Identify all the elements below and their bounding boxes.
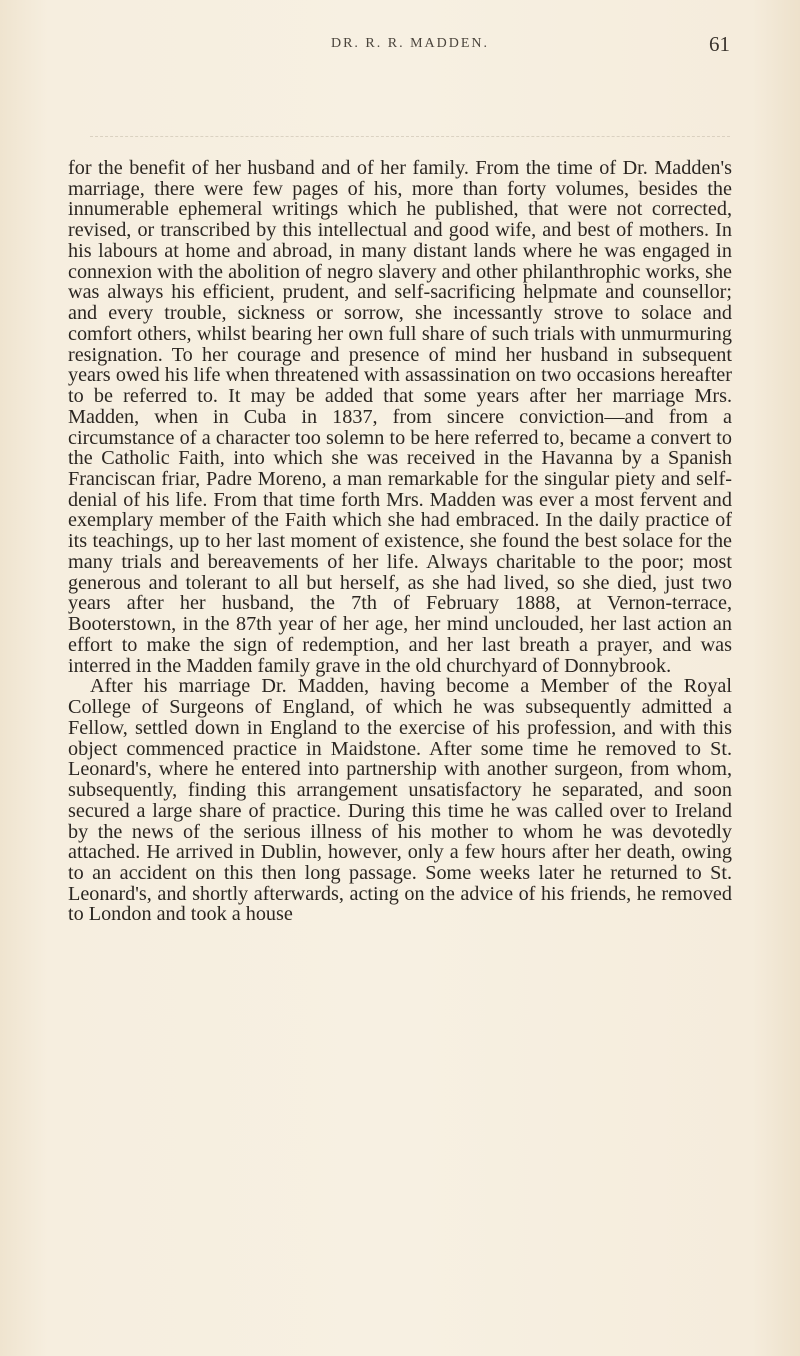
header-rule [90,136,730,137]
body-text [68,158,732,925]
paragraph-2: After his marriage Dr. Madden, having become a Member of the Royal College of Surgeons of England, of which he was subsequently admitted a Fellow, settled down in England to the exercise of his profession, and with this object commenced practice in Maidstone. After some time he removed to St. Leonard's, where he entered into partnership with another surgeon, from whom, subsequently, finding this arrangement unsatisfactory he separated, and soon secured a large share of practice. During this time he was called over to Ireland by the news of the serious illness of his mother to whom he was devotedly attached. He arrived in Dublin, however, only a few hours after her death, owing to an accident on this then long passage. Some weeks later he returned to St. Leonard's, and shortly afterwards, acting on the advice of his friends, he removed to London and took a house [68,675,732,926]
running-head: DR. R. R. MADDEN. [330,36,490,51]
page-number: 61 [709,32,730,56]
paragraph-1: for the benefit of her husband and of her family. From the time of Dr. Madden's marriage, there were few pages of his, more than forty volumes, besides the innumerable ephemeral writings which he published, that were not corrected, revised, or transcribed by this intellectual and good wife, and best of mothers. In his labours at home and abroad, in many distant lands where he was engaged in connexion with the abolition of negro slavery and other philanthrophic works, she was always his efficient, prudent, and self-sacrificing helpmate and counsellor; and every trouble, sickness or sorrow, she incessantly strove to solace and comfort others, whilst bearing her own full share of such trials with unmurmuring resignation. To her courage and presence of mind her husband in subsequent years owed his life when threatened with assassination on two occasions hereafter to be referred to. It may be added that some years after her marriage Mrs. Madden, when in Cuba in 1837, from sincere conviction—and from a circumstance of a character too solemn to be here referred to, became a convert to the Catholic Faith, into which she was received in the Havanna by a Spanish Franciscan friar, Padre Moreno, a man remarkable for the singular piety and self-denial of his life. From that time forth Mrs. Madden was ever a most fervent and exemplary member of the Faith which she had embraced. In the daily practice of its teachings, up to her last moment of existence, she found the best solace for the many trials and bereavements of her life. Always charitable to the poor; most generous and tolerant to all but herself, as she had lived, so she died, just two years after her husband, the 7th of February 1888, at Vernon-terrace, Booterstown, in the 87th year of her age, her mind unclouded, her last action an effort to make the sign of redemption, and her last breath a prayer, and was interred in the Madden family grave in the old churchyard of Donnybrook. [68,157,732,677]
page-header [90,30,730,60]
